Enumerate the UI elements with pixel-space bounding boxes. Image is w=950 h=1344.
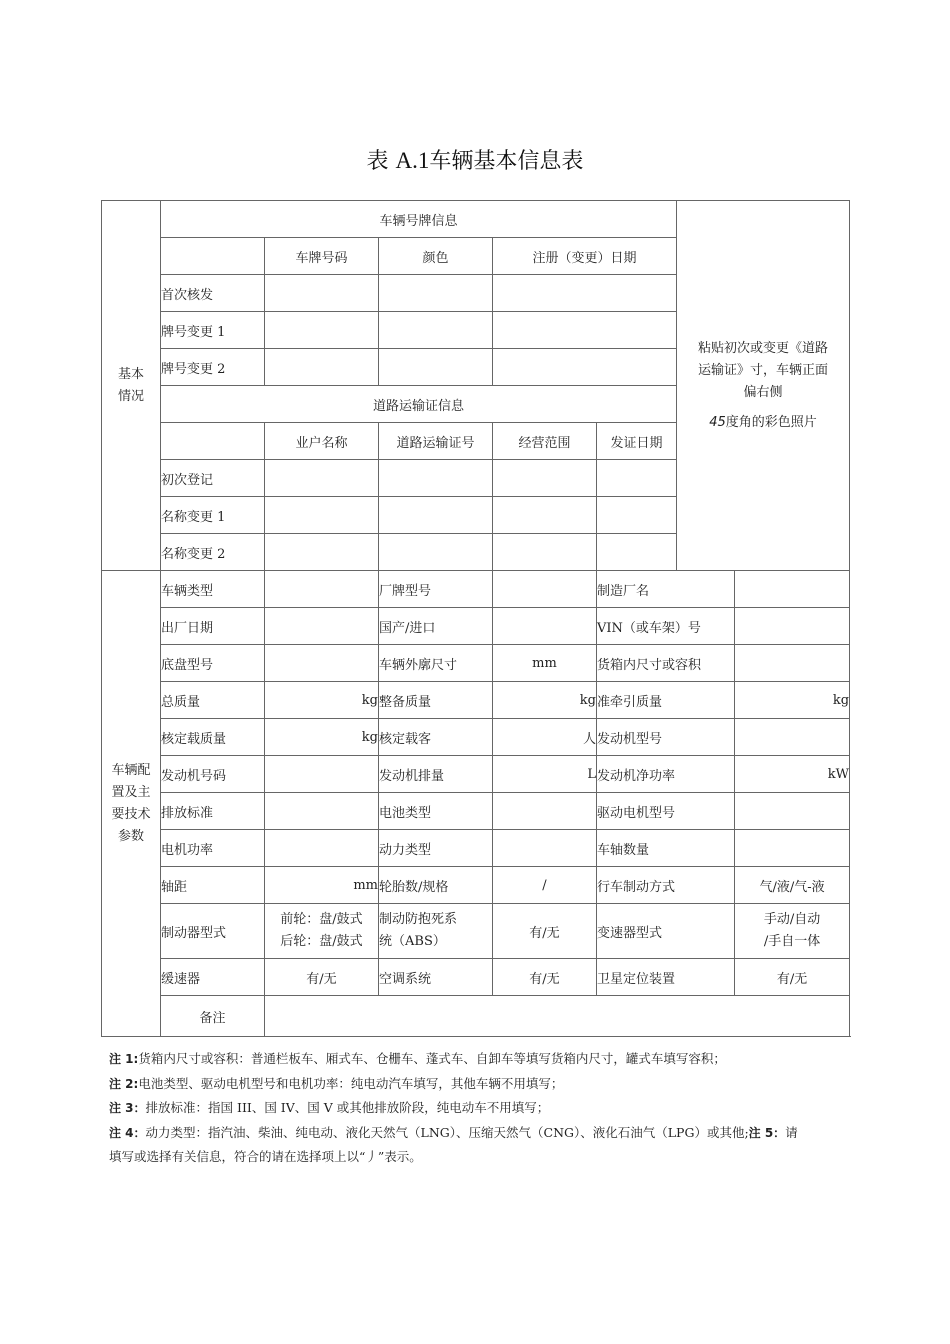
param-label: 行车制动方式 xyxy=(597,867,735,904)
param-label: 底盘型号 xyxy=(161,645,265,682)
page-title: 表 A.1车辆基本信息表 xyxy=(366,148,584,174)
input-cell[interactable] xyxy=(379,534,493,571)
input-cell[interactable] xyxy=(493,497,597,534)
input-cell[interactable] xyxy=(265,349,379,386)
note-1: 注 1:货箱内尺寸或容积：普通栏板车、厢式车、仓栅车、蓬式车、自卸车等填写货箱内尺寸，罐式车填写容积； xyxy=(109,1051,726,1066)
param-label: 电池类型 xyxy=(379,793,493,830)
input-cell[interactable] xyxy=(379,312,493,349)
col-business-scope: 经营范围 xyxy=(493,423,597,460)
input-cell[interactable] xyxy=(493,534,597,571)
brake-type-value[interactable]: 前轮：盘/鼓式 后轮：盘/鼓式 xyxy=(265,904,379,959)
param-label: 核定载质量 xyxy=(161,719,265,756)
param-value[interactable] xyxy=(265,793,379,830)
param-label: 出厂日期 xyxy=(161,608,265,645)
input-cell[interactable] xyxy=(265,275,379,312)
param-label: 排放标准 xyxy=(161,793,265,830)
param-value[interactable]: L xyxy=(493,756,597,793)
row-name-change-2: 名称变更 2 xyxy=(161,534,265,571)
param-value[interactable] xyxy=(735,793,850,830)
transmission-value[interactable]: 手动/自动 /手自一体 xyxy=(735,904,850,959)
param-value[interactable] xyxy=(735,719,850,756)
param-label: 核定载客 xyxy=(379,719,493,756)
permit-info-header: 道路运输证信息 xyxy=(161,386,677,423)
input-cell[interactable] xyxy=(265,534,379,571)
param-value[interactable] xyxy=(735,608,850,645)
param-value[interactable] xyxy=(265,756,379,793)
input-cell[interactable] xyxy=(597,534,677,571)
vehicle-info-table xyxy=(101,200,850,1037)
section-config: 车辆配 置及主 要技术 参数 xyxy=(102,571,161,1037)
input-cell[interactable] xyxy=(379,349,493,386)
param-value[interactable]: kg xyxy=(265,719,379,756)
row-first-issue: 首次核发 xyxy=(161,275,265,312)
row-initial-registration: 初次登记 xyxy=(161,460,265,497)
abs-label: 制动防抱死系 统（ABS） xyxy=(379,904,493,959)
param-value[interactable]: kg xyxy=(265,682,379,719)
empty-cell xyxy=(161,238,265,275)
param-label: 驱动电机型号 xyxy=(597,793,735,830)
param-value[interactable] xyxy=(265,608,379,645)
note-2: 注 2:电池类型、驱动电机型号和电机功率：纯电动汽车填写，其他车辆不用填写； xyxy=(109,1075,564,1091)
param-value[interactable]: 有/无 xyxy=(493,959,597,996)
param-label: 货箱内尺寸或容积 xyxy=(597,645,735,682)
col-register-date: 注册（变更）日期 xyxy=(493,238,677,275)
param-value[interactable] xyxy=(265,830,379,867)
param-label: 国产/进口 xyxy=(379,608,493,645)
col-permit-number: 道路运输证号 xyxy=(379,423,493,460)
col-color: 颜色 xyxy=(379,238,493,275)
param-value[interactable]: / xyxy=(493,867,597,904)
col-plate-number: 车牌号码 xyxy=(265,238,379,275)
param-label: 厂牌型号 xyxy=(379,571,493,608)
row-plate-change-2: 牌号变更 2 xyxy=(161,349,265,386)
param-value[interactable]: mm xyxy=(265,867,379,904)
note-4: 注 4：动力类型：指汽油、柴油、纯电动、液化天然气（LNG）、压缩天然气（CNG）、液化石油气（LPG）或其他;注 5：请 填写或选择有关信息，符合的请在选择项上以“丿”表示。 xyxy=(109,1124,798,1164)
param-value[interactable] xyxy=(265,645,379,682)
param-label: 变速器型式 xyxy=(597,904,735,959)
param-label: 轴距 xyxy=(161,867,265,904)
param-label: 制动器型式 xyxy=(161,904,265,959)
note-3: 注 3：排放标准：指国 III、国 IV、国 V 或其他排放阶段，纯电动车不用填写； xyxy=(109,1100,550,1115)
empty-cell xyxy=(161,423,265,460)
param-label: 轮胎数/规格 xyxy=(379,867,493,904)
input-cell[interactable] xyxy=(265,497,379,534)
param-value[interactable] xyxy=(493,830,597,867)
param-value[interactable]: 人 xyxy=(493,719,597,756)
param-label: 缓速器 xyxy=(161,959,265,996)
param-value[interactable] xyxy=(735,830,850,867)
input-cell[interactable] xyxy=(493,312,677,349)
photo-area[interactable]: 粘贴初次或变更《道路 运输证》寸，车辆正面 偏右侧 45度角的彩色照片 xyxy=(677,201,850,571)
param-label: 车辆外廓尺寸 xyxy=(379,645,493,682)
param-value[interactable] xyxy=(493,793,597,830)
param-label: VIN（或车架）号 xyxy=(597,608,735,645)
param-label: 制造厂名 xyxy=(597,571,735,608)
input-cell[interactable] xyxy=(597,497,677,534)
param-label: 准牵引质量 xyxy=(597,682,735,719)
input-cell[interactable] xyxy=(379,460,493,497)
input-cell[interactable] xyxy=(597,460,677,497)
param-value[interactable] xyxy=(735,571,850,608)
param-label: 整备质量 xyxy=(379,682,493,719)
param-value[interactable] xyxy=(735,645,850,682)
param-label: 发动机号码 xyxy=(161,756,265,793)
remarks-input[interactable] xyxy=(265,996,850,1037)
param-label: 电机功率 xyxy=(161,830,265,867)
param-label: 发动机排量 xyxy=(379,756,493,793)
plate-info-header: 车辆号牌信息 xyxy=(161,201,677,238)
param-label: 卫星定位装置 xyxy=(597,959,735,996)
section-basic: 基本 情况 xyxy=(102,201,161,571)
param-label: 空调系统 xyxy=(379,959,493,996)
param-label: 车辆类型 xyxy=(161,571,265,608)
param-value[interactable]: mm xyxy=(493,645,597,682)
param-label: 总质量 xyxy=(161,682,265,719)
input-cell[interactable] xyxy=(493,349,677,386)
param-label: 车轴数量 xyxy=(597,830,735,867)
col-owner-name: 业户名称 xyxy=(265,423,379,460)
param-value[interactable]: 气/液/气-液 xyxy=(735,867,850,904)
param-label: 发动机净功率 xyxy=(597,756,735,793)
input-cell[interactable] xyxy=(493,275,677,312)
param-value[interactable]: 有/无 xyxy=(735,959,850,996)
input-cell[interactable] xyxy=(379,275,493,312)
param-value[interactable]: kW xyxy=(735,756,850,793)
param-value[interactable] xyxy=(265,571,379,608)
remarks-label: 备注 xyxy=(161,996,265,1037)
param-value[interactable]: 有/无 xyxy=(493,904,597,959)
param-value[interactable]: kg xyxy=(493,682,597,719)
param-value[interactable]: 有/无 xyxy=(265,959,379,996)
input-cell[interactable] xyxy=(379,497,493,534)
input-cell[interactable] xyxy=(265,460,379,497)
row-plate-change-1: 牌号变更 1 xyxy=(161,312,265,349)
param-label: 动力类型 xyxy=(379,830,493,867)
input-cell[interactable] xyxy=(493,460,597,497)
param-value[interactable]: kg xyxy=(735,682,850,719)
param-value[interactable] xyxy=(493,608,597,645)
notes xyxy=(109,1047,849,1169)
row-name-change-1: 名称变更 1 xyxy=(161,497,265,534)
col-issue-date: 发证日期 xyxy=(597,423,677,460)
param-value[interactable] xyxy=(493,571,597,608)
param-label: 发动机型号 xyxy=(597,719,735,756)
input-cell[interactable] xyxy=(265,312,379,349)
